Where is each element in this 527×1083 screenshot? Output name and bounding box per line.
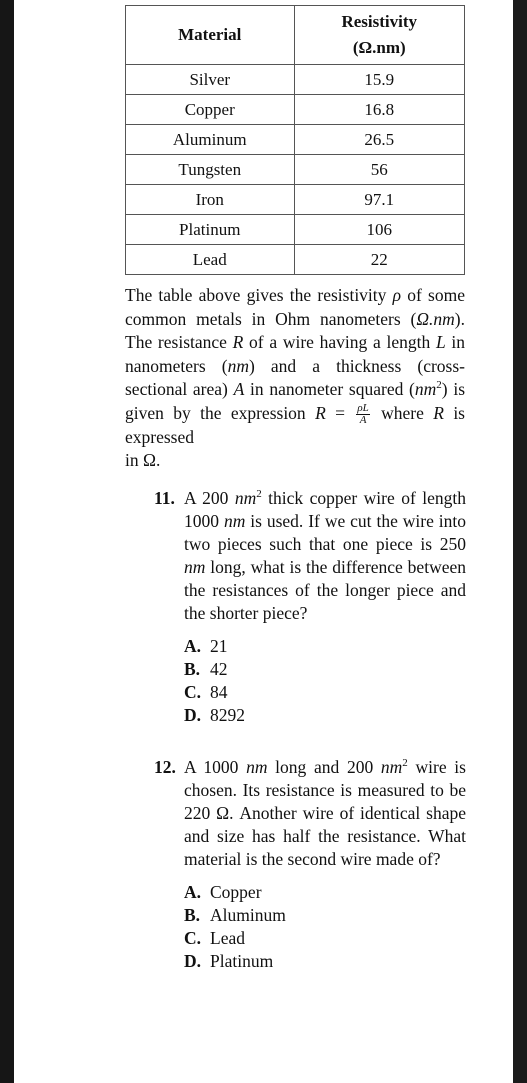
option-letter: C.	[184, 682, 202, 702]
intro-text: ) is given by the expression	[125, 379, 465, 423]
header-resistivity-label: Resistivity	[341, 12, 418, 31]
nm-symbol: nm	[380, 757, 403, 777]
option-text: Aluminum	[210, 905, 286, 925]
material-cell: Aluminum	[126, 125, 295, 155]
r-symbol: R	[315, 402, 326, 423]
superscript: 2	[256, 488, 262, 501]
table-row	[126, 155, 465, 185]
resistivity-cell: 56	[294, 155, 465, 185]
header-material: Material	[126, 6, 295, 65]
option-letter: B.	[184, 659, 201, 679]
question-text-part: long, what is the difference between the resistances of the longer piece and the shorter piece?	[184, 557, 466, 623]
option-text: Copper	[210, 882, 262, 902]
option-text: 84	[210, 682, 228, 702]
fraction-numerator: ρL	[357, 401, 369, 414]
equals-sign: =	[325, 402, 355, 423]
nm-symbol: nm	[234, 488, 257, 508]
resistivity-cell: 26.5	[294, 125, 465, 155]
question-text	[184, 756, 466, 871]
question-number: 12.	[154, 757, 176, 777]
material-cell: Silver	[126, 65, 295, 95]
unit-symbol: Ω.nm	[416, 308, 455, 329]
table-row	[126, 245, 465, 275]
resistivity-cell: 15.9	[294, 65, 465, 95]
intro-text: The table above gives the resistivity	[125, 285, 393, 305]
option-text: 21	[210, 636, 228, 656]
option-letter: A.	[184, 636, 202, 656]
fraction	[356, 403, 369, 426]
intro-text: in Ω.	[125, 450, 161, 471]
option-letter: D.	[184, 951, 202, 971]
question-number: 11.	[154, 488, 175, 508]
resistivity-cell: 16.8	[294, 95, 465, 125]
rho-symbol: ρ	[392, 285, 402, 305]
option-b[interactable]	[184, 904, 466, 927]
nm-symbol: nm	[414, 379, 437, 399]
option-letter: B.	[184, 905, 201, 925]
r-symbol: R	[433, 402, 444, 423]
intro-text: in nanometers (	[125, 332, 465, 376]
nm-symbol: nm	[223, 511, 246, 531]
nm-symbol: nm	[246, 757, 268, 777]
option-letter: A.	[184, 882, 202, 902]
table-row	[126, 95, 465, 125]
question-text-part: A 200	[184, 488, 235, 508]
right-dark-border	[513, 0, 527, 1083]
option-text: 42	[210, 659, 228, 679]
resistivity-cell: 106	[294, 215, 465, 245]
nm-symbol: nm	[184, 557, 206, 577]
l-symbol: L	[435, 332, 446, 352]
a-symbol: A	[233, 379, 245, 399]
option-d[interactable]	[184, 950, 466, 973]
option-d[interactable]	[184, 704, 466, 727]
resistivity-cell: 97.1	[294, 185, 465, 215]
question-text-part: thick copper wire of length 1000	[184, 488, 466, 531]
answer-options	[184, 635, 466, 727]
option-text: 8292	[210, 705, 245, 725]
option-letter: C.	[184, 928, 202, 948]
question-11	[154, 487, 466, 727]
option-text: Platinum	[210, 951, 274, 971]
intro-text: ). The resistance	[125, 308, 465, 352]
header-resistivity-unit: (Ω.nm)	[352, 38, 406, 57]
question-text-part: wire is chosen. Its resistance is measured to be 220 Ω. Another wire of identical shape and size has half the resistance. What material is the second wire made of?	[184, 757, 466, 869]
table-header-row	[126, 6, 465, 65]
option-text: Lead	[210, 928, 245, 948]
option-a[interactable]	[184, 881, 466, 904]
r-symbol: R	[232, 332, 244, 352]
question-text	[184, 487, 466, 625]
intro-text: ) and a thickness (cross-sectional area)	[125, 355, 465, 399]
resistivity-table	[125, 5, 465, 275]
material-cell: Lead	[126, 245, 295, 275]
option-c[interactable]	[184, 681, 466, 704]
intro-text: is expressed	[125, 402, 465, 447]
option-b[interactable]	[184, 658, 466, 681]
intro-text: in nanometer squared (	[244, 379, 415, 399]
superscript: 2	[436, 379, 442, 392]
option-a[interactable]	[184, 635, 466, 658]
material-cell: Platinum	[126, 215, 295, 245]
option-letter: D.	[184, 705, 202, 725]
material-cell: Tungsten	[126, 155, 295, 185]
intro-text: of a wire having a length	[243, 332, 436, 352]
material-cell: Copper	[126, 95, 295, 125]
left-dark-border	[0, 0, 14, 1083]
material-cell: Iron	[126, 185, 295, 215]
question-text-part: A 1000	[184, 757, 247, 777]
question-text-part: is used. If we cut the wire into two pieces such that one piece is 250	[184, 511, 467, 554]
answer-options	[184, 881, 466, 973]
intro-paragraph	[125, 284, 465, 473]
question-text-part: long and 200	[267, 757, 381, 777]
table-row	[126, 215, 465, 245]
intro-text: where	[371, 402, 434, 423]
table-row	[126, 65, 465, 95]
question-12	[154, 756, 466, 973]
table-row	[126, 125, 465, 155]
option-c[interactable]	[184, 927, 466, 950]
table-row	[126, 185, 465, 215]
header-resistivity	[294, 6, 465, 65]
nm-symbol: nm	[227, 355, 249, 376]
intro-text: of some common metals in Ohm nanometers (	[125, 285, 465, 329]
superscript: 2	[402, 757, 408, 770]
resistivity-cell: 22	[294, 245, 465, 275]
fraction-denominator: A	[359, 413, 367, 426]
